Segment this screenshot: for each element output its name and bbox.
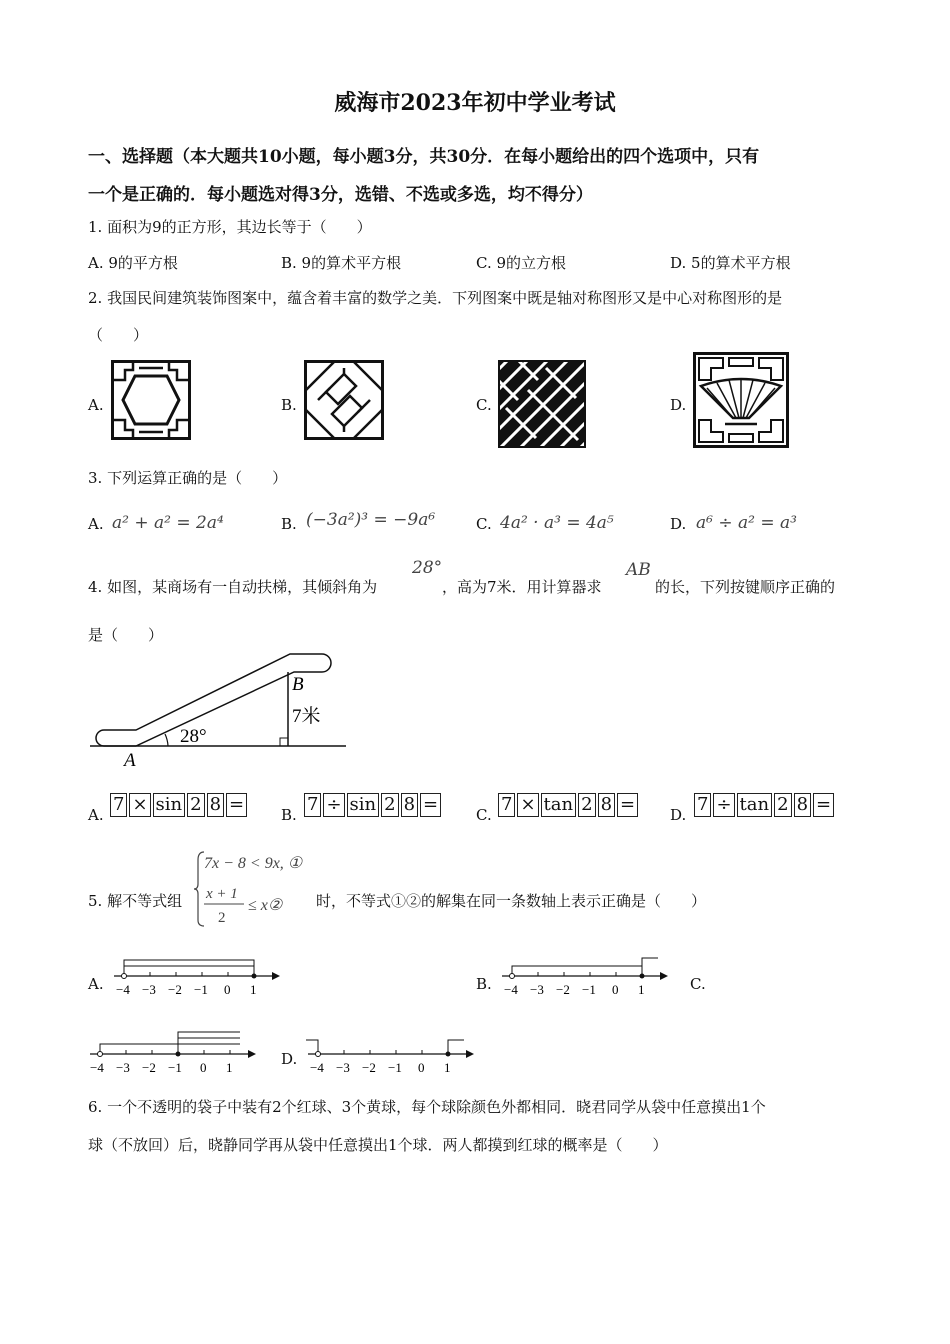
q3-expr-d: a⁶ ÷ a² = a³ — [696, 513, 797, 533]
svg-text:−3: −3 — [116, 1060, 130, 1074]
q5-label-a: A. — [88, 975, 104, 993]
svg-text:−1: −1 — [388, 1060, 402, 1074]
q4-stem-b: ，高为7米．用计算器求 — [442, 578, 602, 596]
key: 8 — [598, 793, 615, 817]
svg-text:0: 0 — [200, 1060, 207, 1074]
ineq-2-denominator: 2 — [218, 910, 226, 926]
q4-label-b: B. — [281, 806, 297, 824]
key: tan — [541, 793, 577, 817]
key: sin — [347, 793, 380, 817]
svg-text:−3: −3 — [530, 982, 544, 997]
escalator-figure — [90, 650, 352, 772]
ineq-2-numerator: x + 1 — [206, 886, 238, 902]
q4-stem-c: 的长，下列按键顺序正确的 — [655, 578, 836, 596]
svg-text:−4: −4 — [310, 1060, 324, 1074]
q2-label-d: D. — [670, 396, 687, 414]
pattern-d-fan — [693, 352, 789, 448]
q5-label-c: C. — [690, 975, 706, 993]
svg-text:−2: −2 — [362, 1060, 376, 1074]
section-heading-line2: 一个是正确的．每小题选对得3分，选错、不选或多选，均不得分） — [88, 185, 593, 205]
q1-option-c: C. 9的立方根 — [476, 254, 567, 272]
q3-expr-b: (−3a²)³ = −9a⁶ — [306, 510, 436, 530]
q6-stem-line2: 球（不放回）后，晓静同学再从袋中任意摸出1个球．两人都摸到红球的概率是（ ） — [88, 1136, 668, 1154]
q4-keys-c — [498, 793, 640, 817]
key: 2 — [381, 793, 398, 817]
q4-keys-b — [304, 793, 443, 817]
svg-text:−2: −2 — [168, 982, 182, 997]
q2-stem-line2: （ ） — [88, 326, 149, 344]
q3-stem: 3. 下列运算正确的是（ ） — [88, 469, 288, 487]
key: × — [129, 793, 150, 817]
key: 8 — [401, 793, 418, 817]
q3-label-b: B. — [281, 515, 297, 533]
svg-text:−3: −3 — [142, 982, 156, 997]
key: 7 — [498, 793, 515, 817]
svg-text:1: 1 — [250, 982, 257, 997]
ineq-1: 7x − 8 < 9x, ① — [204, 855, 303, 872]
pattern-b-knot — [304, 360, 384, 440]
page-title: 威海市2023年初中学业考试 — [334, 90, 616, 116]
key: 7 — [694, 793, 711, 817]
svg-text:−3: −3 — [336, 1060, 350, 1074]
q4-label-d: D. — [670, 806, 687, 824]
fig-angle-label: 28° — [180, 726, 207, 747]
section-heading-line1: 一、选择题（本大题共10小题，每小题3分，共30分．在每小题给出的四个选项中，只有 — [88, 147, 760, 167]
q4-label-c: C. — [476, 806, 492, 824]
q3-label-d: D. — [670, 515, 687, 533]
svg-text:−2: −2 — [142, 1060, 156, 1074]
q2-label-b: B. — [281, 396, 297, 414]
key: 7 — [110, 793, 127, 817]
q1-option-b: B. 9的算术平方根 — [281, 254, 402, 272]
q3-expr-c: 4a² · a³ = 4a⁵ — [500, 513, 614, 533]
key: × — [517, 793, 538, 817]
fig-height-label: 7米 — [292, 706, 321, 727]
key: 8 — [794, 793, 811, 817]
fig-point-b: B — [292, 674, 304, 695]
q4-angle: 28° — [412, 558, 443, 578]
q2-label-a: A. — [88, 396, 104, 414]
q4-stem-line2: 是（ ） — [88, 626, 164, 644]
q4-stem-a: 4. 如图，某商场有一自动扶梯，其倾斜角为 — [88, 578, 378, 596]
svg-text:0: 0 — [612, 982, 619, 997]
key: = — [617, 793, 638, 817]
fig-point-a: A — [124, 750, 136, 771]
ineq-2-rest: ≤ x② — [248, 897, 283, 914]
svg-text:−4: −4 — [90, 1060, 104, 1074]
q6-stem-line1: 6. 一个不透明的袋子中装有2个红球、3个黄球，每个球除颜色外都相同．晓君同学从袋中任意摸出1个 — [88, 1098, 766, 1116]
q5-label-b: B. — [476, 975, 492, 993]
svg-text:−4: −4 — [504, 982, 518, 997]
q1-option-d: D. 5的算术平方根 — [670, 254, 791, 272]
numberline-d — [304, 1028, 474, 1074]
q5-label-d: D. — [281, 1050, 298, 1068]
key: = — [226, 793, 247, 817]
numberline-a — [110, 954, 280, 1000]
q2-label-c: C. — [476, 396, 492, 414]
q2-stem-line1: 2. 我国民间建筑装饰图案中，蕴含着丰富的数学之美．下列图案中既是轴对称图形又是中心对称图形的是 — [88, 289, 783, 307]
key: = — [420, 793, 441, 817]
svg-text:0: 0 — [418, 1060, 425, 1074]
key: ÷ — [713, 793, 734, 817]
key: 2 — [187, 793, 204, 817]
key: 2 — [774, 793, 791, 817]
q1-option-a: A. 9的平方根 — [88, 254, 178, 272]
q1-stem: 1. 面积为9的正方形，其边长等于（ ） — [88, 218, 372, 236]
q5-stem-a: 5. 解不等式组 — [88, 892, 183, 910]
svg-text:−1: −1 — [194, 982, 208, 997]
key: 2 — [578, 793, 595, 817]
svg-text:1: 1 — [638, 982, 645, 997]
key: tan — [737, 793, 773, 817]
pattern-c-weave — [498, 360, 586, 448]
numberline-c — [86, 1028, 256, 1074]
q4-seg-ab: AB — [626, 560, 651, 580]
q4-keys-a — [110, 793, 249, 817]
q3-label-a: A. — [88, 515, 104, 533]
key: ÷ — [323, 793, 344, 817]
svg-text:0: 0 — [224, 982, 231, 997]
svg-text:−2: −2 — [556, 982, 570, 997]
q4-keys-d — [694, 793, 836, 817]
q3-expr-a: a² + a² = 2a⁴ — [112, 513, 224, 533]
svg-text:−1: −1 — [168, 1060, 182, 1074]
q5-stem-b: 时，不等式①②的解集在同一条数轴上表示正确是（ ） — [316, 892, 707, 910]
pattern-a-hexagon — [111, 360, 191, 440]
svg-text:−4: −4 — [116, 982, 130, 997]
key: = — [813, 793, 834, 817]
inequality-system — [192, 848, 318, 930]
q3-label-c: C. — [476, 515, 492, 533]
key: 8 — [207, 793, 224, 817]
svg-text:1: 1 — [226, 1060, 233, 1074]
key: sin — [153, 793, 186, 817]
svg-text:1: 1 — [444, 1060, 451, 1074]
q4-label-a: A. — [88, 806, 104, 824]
svg-text:−1: −1 — [582, 982, 596, 997]
numberline-b — [498, 954, 668, 1000]
key: 7 — [304, 793, 321, 817]
